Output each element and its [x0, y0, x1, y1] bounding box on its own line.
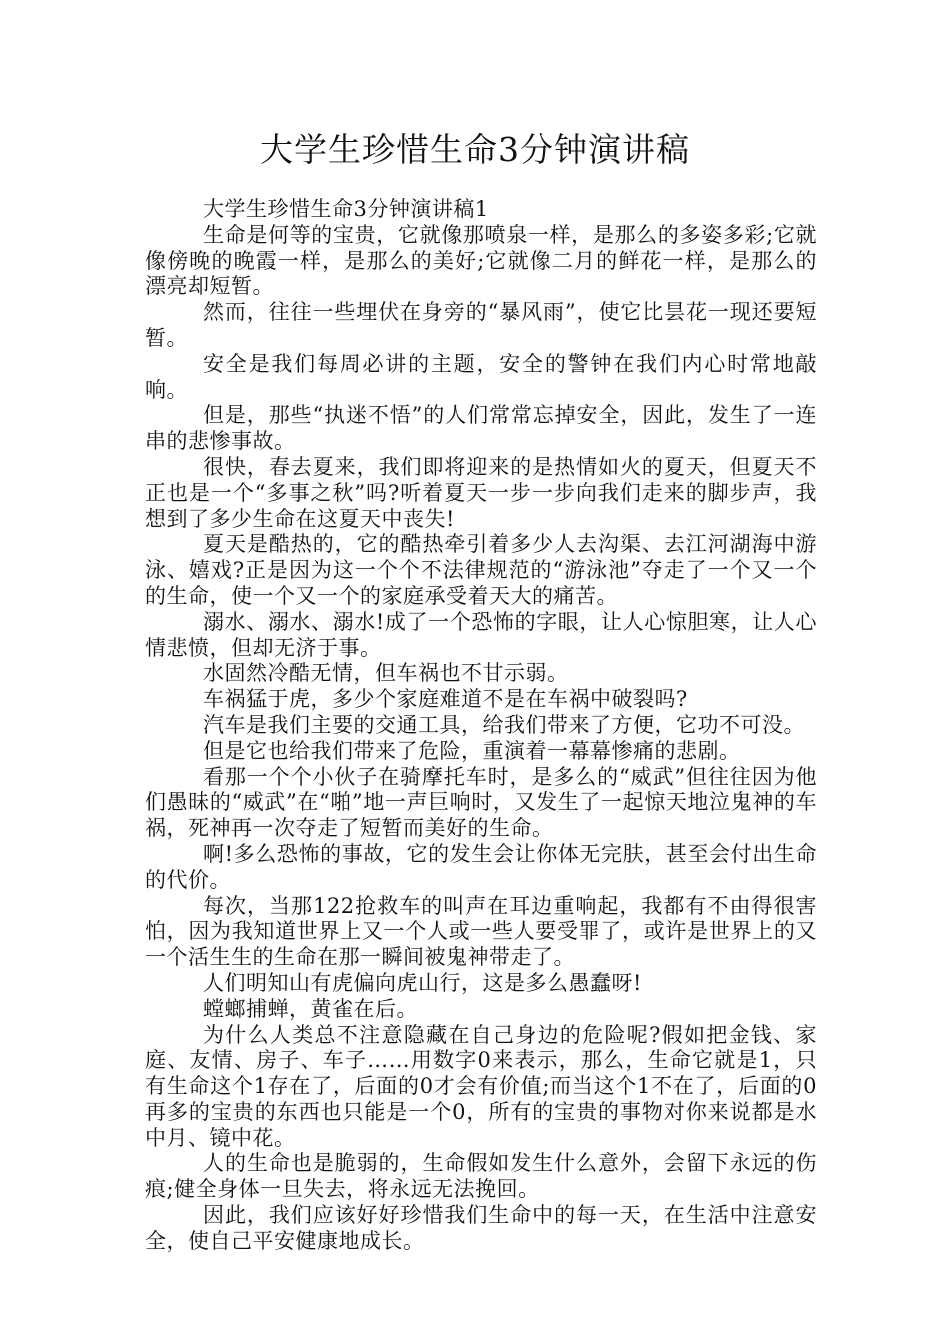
paragraph: 大学生珍惜生命3分钟演讲稿1 [203, 197, 489, 221]
paragraph: 但是，那些“执迷不悟”的人们常常忘掉安全，因此，发生了一连串的悲惨事故。 [145, 403, 817, 454]
paragraph: 但是它也给我们带来了危险，重演着一幕幕惨痛的悲剧。 [203, 738, 741, 763]
paragraph: 人们明知山有虎偏向虎山行，这是多么愚蠢呀! [203, 970, 642, 995]
paragraph: 为什么人类总不注意隐藏在自己身边的危险呢?假如把金钱、家庭、友情、房子、车子……用数字0来表示，那么，生命它就是1，只有生命这个1存在了，后面的0才会有价值;而当这个1不在了，后面的0再多的宝贵的东西也只能是一个0，所有的宝贵的事物对你来说都是水中月、镜中花。 [145, 1022, 817, 1150]
paragraph: 夏天是酷热的，它的酷热牵引着多少人去沟渠、去江河湖海中游泳、嬉戏?正是因为这一个个不法律规范的“游泳池”夺走了一个又一个的生命，使一个又一个的家庭承受着天大的痛苦。 [145, 532, 817, 608]
paragraph: 因此，我们应该好好珍惜我们生命中的每一天，在生活中注意安全，使自己平安健康地成长。 [145, 1203, 817, 1253]
paragraph: 人的生命也是脆弱的，生命假如发生什么意外，会留下永远的伤痕;健全身体一旦失去，将永远无法挽回。 [145, 1151, 817, 1202]
paragraph: 车祸猛于虎，多少个家庭难道不是在车祸中破裂吗? [203, 687, 688, 712]
paragraph: 很快，春去夏来，我们即将迎来的是热情如火的夏天，但夏天不正也是一个“多事之秋”吗?听着夏天一步一步向我们走来的脚步声，我想到了多少生命在这夏天中丧失! [145, 454, 817, 531]
paragraph: 水固然冷酷无情，但车祸也不甘示弱。 [203, 661, 569, 686]
paragraph: 螳螂捕蝉，黄雀在后。 [203, 996, 418, 1021]
paragraph: 生命是何等的宝贵，它就像那喷泉一样，是那么的多姿多彩;它就像傍晚的晚霞一样，是那么的美好;它就像二月的鲜花一样，是那么的漂亮却短暂。 [145, 222, 817, 299]
paragraph: 汽车是我们主要的交通工具，给我们带来了方便，它功不可没。 [203, 712, 805, 737]
document-body [145, 197, 817, 1255]
paragraph: 看那一个个小伙子在骑摩托车时，是多么的“威武”但往往因为他们愚昧的“威武”在“啪”地一声巨响时，又发生了一起惊天地泣鬼神的车祸，死神再一次夺走了短暂而美好的生命。 [145, 764, 817, 841]
paragraph: 然而，往往一些埋伏在身旁的“暴风雨”，使它比昙花一现还要短暂。 [145, 300, 817, 350]
document-title: 大学生珍惜生命3分钟演讲稿 [260, 130, 690, 169]
paragraph: 啊!多么恐怖的事故，它的发生会让你体无完肤，甚至会付出生命的代价。 [145, 841, 817, 892]
paragraph: 溺水、溺水、溺水!成了一个恐怖的字眼，让人心惊胆寒，让人心情悲愤，但却无济于事。 [145, 609, 817, 660]
paragraph: 每次，当那122抢救车的叫声在耳边重响起，我都有不由得很害怕，因为我知道世界上又一个人或一些人要受罪了，或许是世界上的又一个活生生的生命在那一瞬间被鬼神带走了。 [145, 893, 817, 970]
paragraph: 安全是我们每周必讲的主题，安全的警钟在我们内心时常地敲响。 [145, 351, 817, 402]
